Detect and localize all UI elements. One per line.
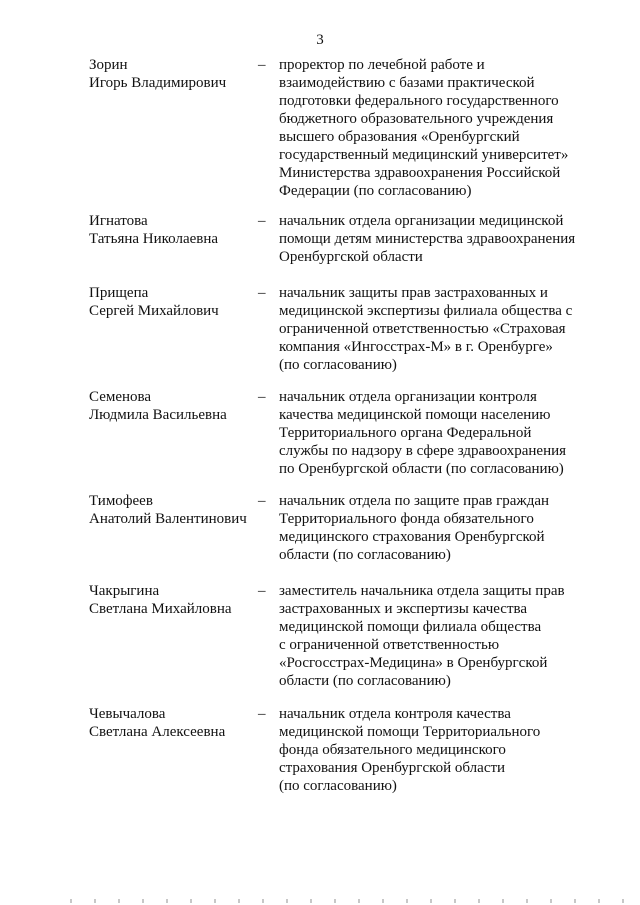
role-line: медицинской помощи филиала общества xyxy=(279,619,542,635)
role-line: по Оренбургской области (по согласованию) xyxy=(279,461,564,477)
role-line: подготовки федерального государственного xyxy=(279,93,559,109)
role-line: Территориального органа Федеральной xyxy=(279,425,532,441)
role-line: начальник отдела контроля качества xyxy=(279,706,511,722)
member-name xyxy=(89,388,259,424)
role-line: качества медицинской помощи населению xyxy=(279,407,551,423)
separator-dash: – xyxy=(258,389,266,405)
role-line: застрахованных и экспертизы качества xyxy=(279,601,528,617)
member-role xyxy=(279,284,579,374)
member-name xyxy=(89,56,259,92)
member-role xyxy=(279,388,579,478)
role-line: начальник отдела организации контроля xyxy=(279,389,537,405)
member-name xyxy=(89,492,259,528)
member-surname: Тимофеев xyxy=(89,493,153,509)
separator-dash: – xyxy=(258,213,266,229)
role-line: помощи детям министерства здравоохранения xyxy=(279,231,576,247)
separator-dash: – xyxy=(258,57,266,73)
role-line: проректор по лечебной работе и xyxy=(279,57,485,73)
role-line: (по согласованию) xyxy=(279,778,397,794)
separator-dash: – xyxy=(258,706,266,722)
member-given-names: Людмила Васильевна xyxy=(89,407,227,423)
role-line: медицинской экспертизы филиала общества с xyxy=(279,303,573,319)
role-line: области (по согласованию) xyxy=(279,547,451,563)
role-line: страхования Оренбургской области xyxy=(279,760,506,776)
role-line: Федерации (по согласованию) xyxy=(279,183,472,199)
member-role xyxy=(279,56,579,200)
member-name xyxy=(89,212,259,248)
role-line: заместитель начальника отдела защиты прав xyxy=(279,583,565,599)
member-surname: Чакрыгина xyxy=(89,583,160,599)
role-line: (по согласованию) xyxy=(279,357,397,373)
role-line: медицинского страхования Оренбургской xyxy=(279,529,545,545)
role-line: ограниченной ответственностью «Страховая xyxy=(279,321,566,337)
member-given-names: Светлана Михайловна xyxy=(89,601,232,617)
member-surname: Чевычалова xyxy=(89,706,166,722)
role-line: с ограниченной ответственностью xyxy=(279,637,500,653)
member-surname: Семенова xyxy=(89,389,152,405)
member-given-names: Светлана Алексеевна xyxy=(89,724,226,740)
member-given-names: Игорь Владимирович xyxy=(89,75,227,91)
role-line: бюджетного образовательного учреждения xyxy=(279,111,554,127)
separator-dash: – xyxy=(258,493,266,509)
member-given-names: Татьяна Николаевна xyxy=(89,231,219,247)
member-given-names: Анатолий Валентинович xyxy=(89,511,247,527)
role-line: начальник отдела организации медицинской xyxy=(279,213,564,229)
role-line: начальник защиты прав застрахованных и xyxy=(279,285,548,301)
role-line: Министерства здравоохранения Российской xyxy=(279,165,561,181)
member-role xyxy=(279,212,579,266)
role-line: Территориального фонда обязательного xyxy=(279,511,534,527)
member-surname: Игнатова xyxy=(89,213,148,229)
role-line: медицинской помощи Территориального xyxy=(279,724,541,740)
member-surname: Зорин xyxy=(89,57,128,73)
role-line: высшего образования «Оренбургский xyxy=(279,129,520,145)
scan-artifact-line xyxy=(70,899,630,903)
role-line: компания «Ингосстрах-М» в г. Оренбурге» xyxy=(279,339,553,355)
member-role xyxy=(279,492,579,564)
member-given-names: Сергей Михайлович xyxy=(89,303,219,319)
role-line: «Росгосстрах-Медицина» в Оренбургской xyxy=(279,655,548,671)
role-line: области (по согласованию) xyxy=(279,673,451,689)
separator-dash: – xyxy=(258,285,266,301)
member-role xyxy=(279,582,579,690)
role-line: государственный медицинский университет» xyxy=(279,147,569,163)
role-line: Оренбургской области xyxy=(279,249,423,265)
role-line: фонда обязательного медицинского xyxy=(279,742,506,758)
member-name xyxy=(89,582,259,618)
role-line: службы по надзору в сфере здравоохранения xyxy=(279,443,567,459)
member-name xyxy=(89,705,259,741)
role-line: взаимодействию с базами практической xyxy=(279,75,535,91)
member-role xyxy=(279,705,579,795)
page-number: 3 xyxy=(316,32,324,48)
role-line: начальник отдела по защите прав граждан xyxy=(279,493,550,509)
separator-dash: – xyxy=(258,583,266,599)
member-name xyxy=(89,284,259,320)
member-surname: Прищепа xyxy=(89,285,149,301)
